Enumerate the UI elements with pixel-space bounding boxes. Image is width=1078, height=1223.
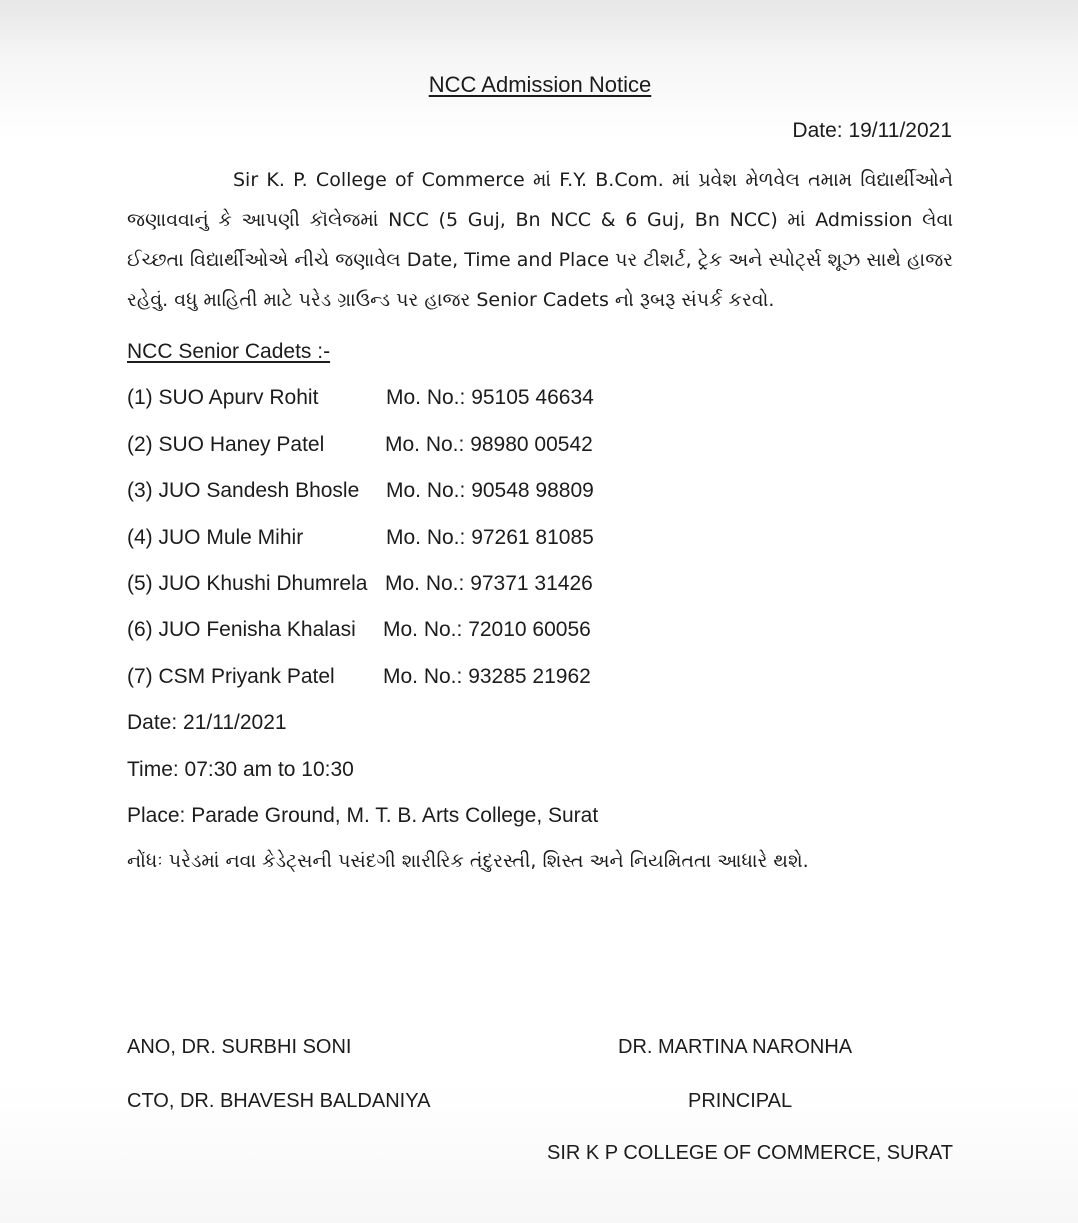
senior-cadets-heading: NCC Senior Cadets :-	[127, 340, 331, 363]
notice-paragraph: Sir K. P. College of Commerce માં F.Y. B.Com. માં પ્રવેશ મેળવેલ તમામ વિદ્યાર્થીઓને જણાવવાનું કે આપણી કૉલેજમાં NCC (5 Guj, Bn NCC & 6 Guj, Bn NCC) માં Admission લેવા ઈચ્છતા વિદ્યાર્થીઓએ નીચે જણાવેલ Date, Time and Place પર ટીશર્ટ, ટ્રેક અને સ્પોર્ટ્સ શૂઝ સાથે હાજર રહેવું. વધુ માહિતી માટે પરેડ ગ્રાઉન્ડ પર હાજર Senior Cadets નો રૂબરૂ સંપર્ક કરવો.	[127, 169, 953, 311]
cadet-name: (6) JUO Fenisha Khalasi	[127, 618, 356, 641]
cadet-phone: Mo. No.: 72010 60056	[383, 618, 591, 641]
principal-name: DR. MARTINA NARONHA	[618, 1036, 853, 1058]
event-date: Date: 21/11/2021	[127, 711, 287, 734]
notice-title: NCC Admission Notice	[428, 72, 652, 97]
selection-note: નોંધઃ પરેડમાં નવા કેડેટ્સની પસંદગી શારીરિક તંદુરસ્તી, શિસ્ત અને નિયમિતતા આધારે થશે.	[127, 850, 809, 872]
principal-title: PRINCIPAL	[688, 1090, 793, 1112]
cadet-phone: Mo. No.: 97371 31426	[385, 572, 593, 595]
cto-signature: CTO, DR. BHAVESH BALDANIYA	[127, 1090, 431, 1112]
college-name: SIR K P COLLEGE OF COMMERCE, SURAT	[547, 1142, 953, 1164]
cadet-phone: Mo. No.: 90548 98809	[386, 479, 594, 502]
event-place: Place: Parade Ground, M. T. B. Arts College, Surat	[127, 804, 599, 827]
notice-date: Date: 19/11/2021	[792, 119, 952, 142]
cadet-name: (3) JUO Sandesh Bhosle	[127, 479, 360, 502]
cadet-name: (4) JUO Mule Mihir	[127, 526, 304, 549]
cadet-phone: Mo. No.: 98980 00542	[385, 433, 593, 456]
cadet-name: (5) JUO Khushi Dhumrela	[127, 572, 368, 595]
cadet-phone: Mo. No.: 95105 46634	[386, 386, 594, 409]
cadet-phone: Mo. No.: 93285 21962	[383, 665, 591, 688]
cadet-phone: Mo. No.: 97261 81085	[386, 526, 594, 549]
cadet-name: (2) SUO Haney Patel	[127, 433, 325, 456]
cadet-name: (1) SUO Apurv Rohit	[127, 386, 319, 409]
event-time: Time: 07:30 am to 10:30	[127, 758, 354, 781]
cadet-name: (7) CSM Priyank Patel	[127, 665, 335, 688]
ano-signature: ANO, DR. SURBHI SONI	[127, 1036, 352, 1058]
